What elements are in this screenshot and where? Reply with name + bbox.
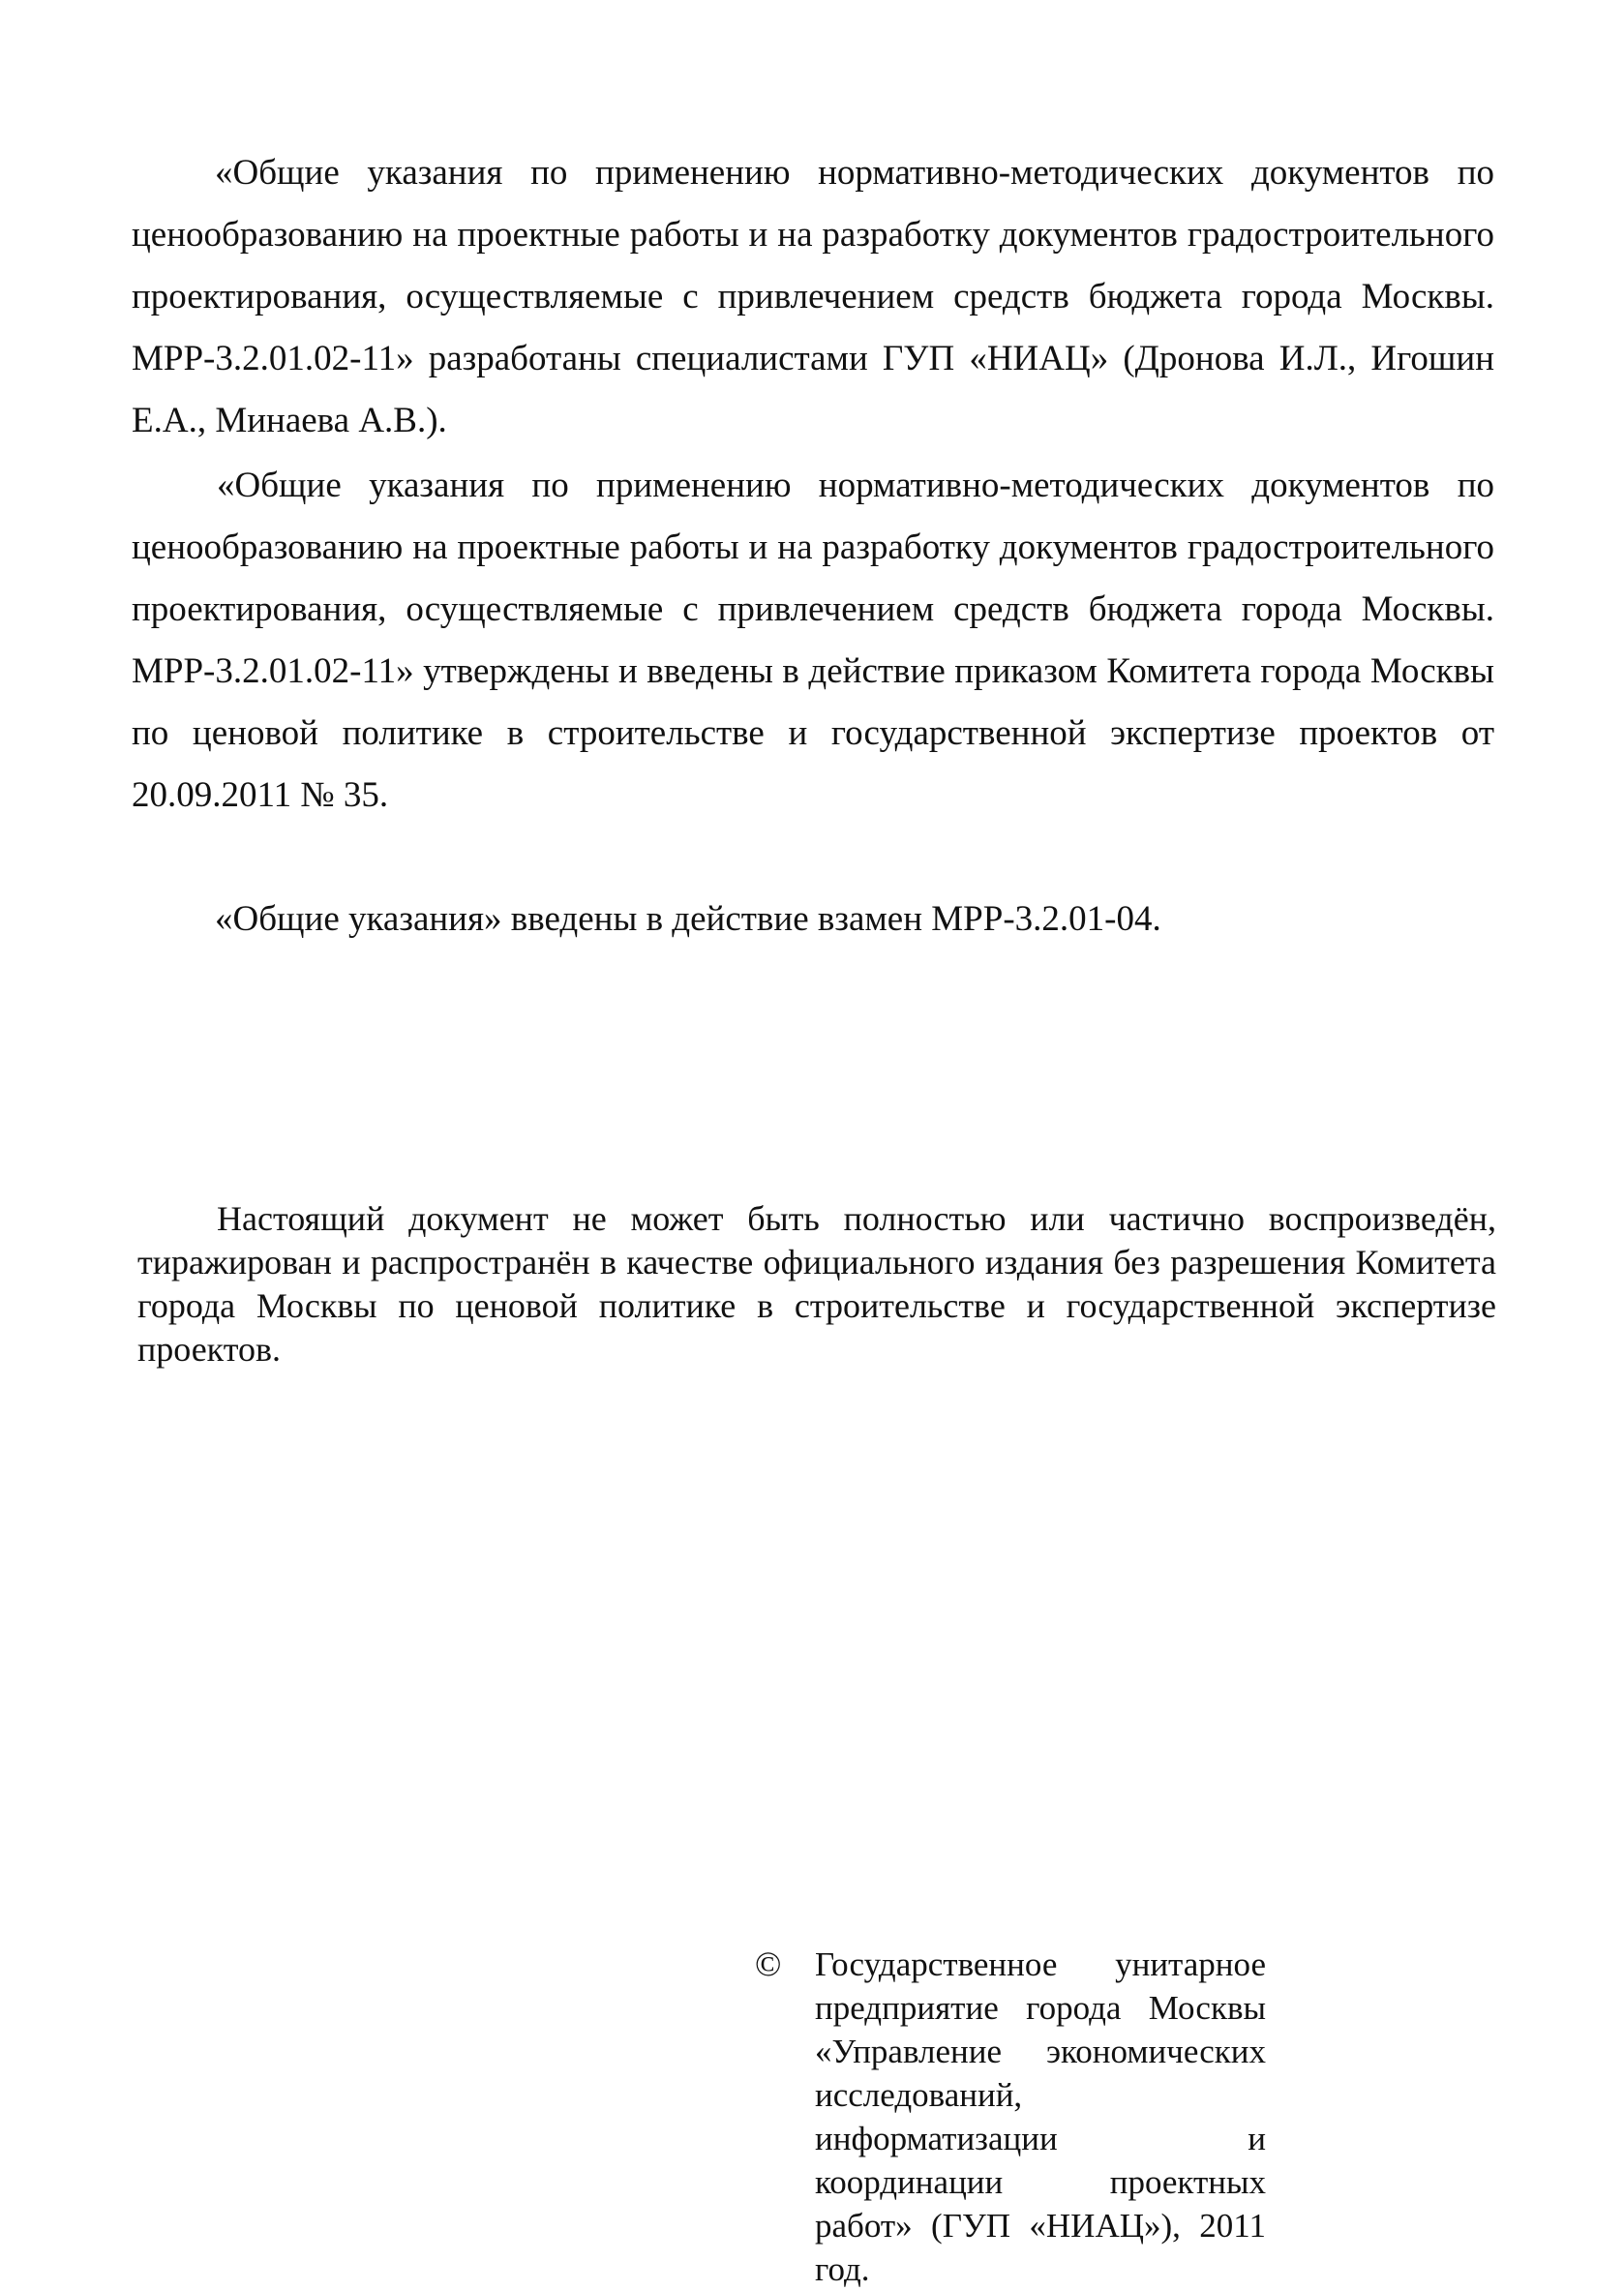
replacement-paragraph: «Общие указания» введены в действие взамен МРР-3.2.01-04.	[215, 899, 1161, 939]
copyright-icon: ©	[755, 1944, 782, 1983]
approval-paragraph: «Общие указания по применению нормативно-методических документов по ценообразованию на проектные работы и на разработку документов градостроительного проектирования, осуществляемые с привлечением средств бюджета города Москвы. МРР-3.2.01.02-11» утверждены и введены в действие приказом Комитета города Москвы по ценовой политике в строительстве и государственной экспертизе проектов от 20.09.2011 № 35.	[132, 466, 1494, 815]
reproduction-notice: Настоящий документ не может быть полностью или частично воспроизведён, тиражирован и распространён в качестве официального издания без разрешения Комитета города Москвы по ценовой политике в строительстве и государственной экспертизе проектов.	[137, 1199, 1496, 1369]
developers-paragraph: «Общие указания по применению нормативно-методических документов по ценообразованию на проектные работы и на разработку документов градостроительного проектирования, осуществляемые с привлечением средств бюджета города Москвы. МРР-3.2.01.02-11» разработаны специалистами ГУП «НИАЦ» (Дронова И.Л., Игошин Е.А., Минаева А.В.).	[132, 153, 1494, 440]
copyright-text: Государственное унитарное предприятие города Москвы «Управление экономических исследований, информатизации и координации проектных работ» (ГУП «НИАЦ»), 2011 год.	[815, 1945, 1266, 2288]
